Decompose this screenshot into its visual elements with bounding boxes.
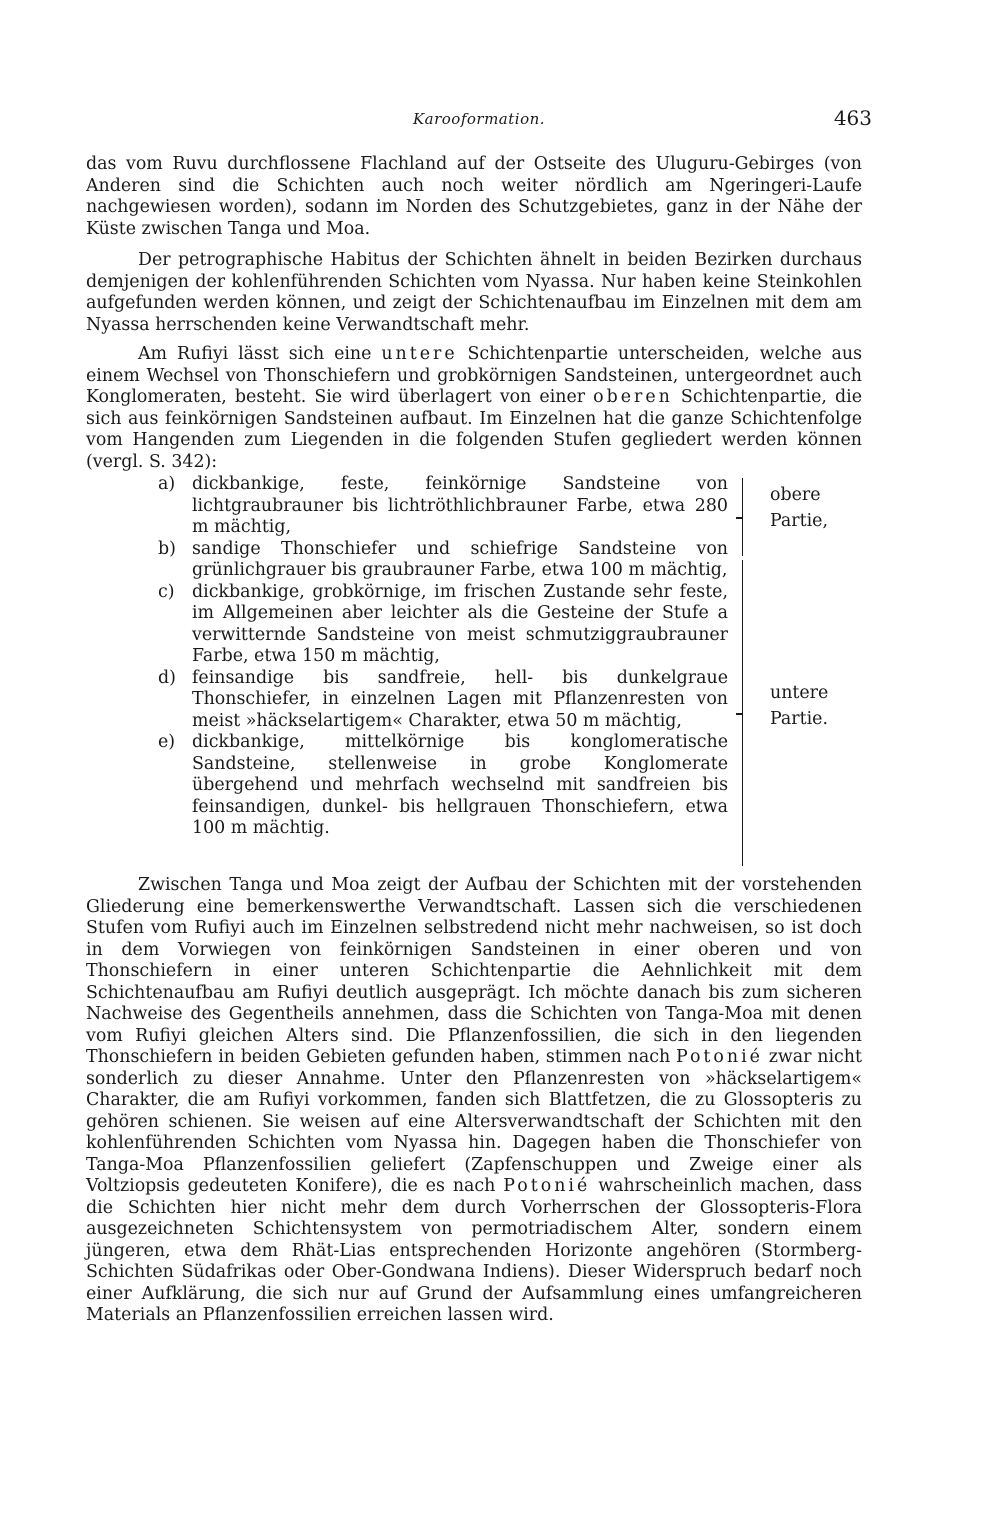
strata-text: dickbankige, mittelkörnige bis konglomeratische Sandsteine, stellenweise in grobe Konglomerate übergehend und mehrfach wechselnd mit sandfreien bis feinsandigen, dunkel- bis hellgrauen Thonschiefern, etwa 100 m mächtig. bbox=[192, 732, 728, 838]
strata-item-b bbox=[158, 539, 728, 582]
author-name: Potonié bbox=[503, 1176, 591, 1196]
strata-mark: c) bbox=[158, 581, 175, 602]
spaced-term-untere: untere bbox=[381, 344, 458, 364]
strata-text: dickbankige, feste, feinkörnige Sandsteine von lichtgraubrauner bis lichtröthlichbrauner Farbe, etwa 280 m mächtig, bbox=[192, 474, 728, 537]
strata-mark: e) bbox=[158, 732, 176, 752]
paragraph-text: zwar nicht sonderlich zu dieser Annahme. Unter den Pflanzenresten von »häckselartigem« Charakter, die am Rufiyi vorkommen, fanden sich Blattfetzen, die zu Glossopteris zu gehören schienen. Sie weisen auf eine Altersverwandtschaft der Schichten mit den kohlenführenden Schichten vom Nyassa hin. Dagegen haben die Thonschiefer von Tanga-Moa Pflanzenfossilien geliefert (Zapfenschuppen und Zweige einer als Voltziopsis gedeuteten Konifere), die es nach bbox=[86, 1047, 862, 1196]
paragraph-intro: das vom Ruvu durchflossene Flachland auf der Ostseite des Uluguru-Gebirges (von Anderen sind die Schichten auch noch weiter nördlich am Ngeringeri-Laufe nachgewiesen worden), sodann im Norden des Schutzgebietes, ganz in der Nähe der Küste zwischen Tanga und Moa. bbox=[86, 154, 862, 239]
brace-upper bbox=[742, 478, 751, 556]
paragraph-text: Schichtenpartie, die sich aus feinkörnigen Sandsteinen aufbaut. Im Einzelnen hat die ganze Schichtenfolge vom Hangenden zum Liegenden in die folgenden Stufen gegliedert werden können (vergl. S. 342): bbox=[86, 387, 863, 472]
brace-lower bbox=[742, 560, 751, 866]
group-label-line: Partie, bbox=[770, 511, 828, 531]
running-title: Karooformation. bbox=[412, 110, 546, 128]
page-number: 463 bbox=[833, 106, 872, 130]
paragraph-text: Zwischen Tanga und Moa zeigt der Aufbau der Schichten mit der vorstehenden Gliederung eine bemerkenswerthe Verwandtschaft. Lassen sich die verschiedenen Stufen vom Rufiyi auch im Einzelnen selbstredend nicht mehr nachweisen, so ist doch in dem Vorwiegen von feinkörnigen Sandsteinen in einer oberen und von Thonschiefern in einer unteren Schichtenpartie die Aehnlichkeit mit dem Schichtenaufbau am Rufiyi deutlich ausgeprägt. Ich möchte danach bis zum sicheren Nachweise des Gegentheils annehmen, dass die Schichten von Tanga-Moa mit denen vom Rufiyi gleichen Alters sind. Die Pflanzenfossilien, die sich in den liegenden Thonschiefern in beiden Gebieten gefunden haben, stimmen nach bbox=[86, 875, 862, 1067]
brace-tip bbox=[736, 517, 743, 519]
strata-text: feinsandige bis sandfreie, hell- bis dunkelgraue Thonschiefer, in einzelnen Lagen mit Pflanzenresten von meist »häckselartigem« Charakter, etwa 50 m mächtig, bbox=[192, 667, 728, 731]
group-label-line: untere bbox=[770, 683, 829, 703]
group-label-lower bbox=[770, 680, 828, 732]
strata-mark: d) bbox=[158, 667, 176, 688]
spaced-term-oberen: oberen bbox=[593, 387, 673, 407]
paragraph-text: Am Rufiyi lässt sich eine bbox=[138, 344, 382, 364]
paragraph-tanga-moa bbox=[86, 875, 862, 1327]
group-label-line: obere bbox=[770, 485, 821, 505]
strata-item-e bbox=[158, 732, 728, 840]
strata-mark: a) bbox=[158, 474, 176, 494]
paragraph-rufiyi bbox=[86, 344, 862, 473]
strata-item-d bbox=[158, 668, 728, 733]
strata-text: dickbankige, grobkörnige, im frischen Zustande sehr feste, im Allgemeinen aber leichter als die Gesteine der Stufe a verwitternde Sandsteine von meist schmutziggraubrauner Farbe, etwa 150 m mächtig, bbox=[192, 581, 728, 666]
paragraph-petrography: Der petrographische Habitus der Schichten ähnelt in beiden Bezirken durchaus demjenigen der kohlenführenden Schichten vom Nyassa. Nur haben keine Steinkohlen aufgefunden werden können, und zeigt der Schichtenaufbau im Einzelnen mit dem am Nyassa herrschenden keine Verwandtschaft mehr. bbox=[86, 250, 862, 335]
group-label-line: Partie. bbox=[770, 709, 828, 729]
group-label-upper bbox=[770, 482, 828, 534]
strata-mark: b) bbox=[158, 538, 176, 559]
strata-item-c bbox=[158, 582, 728, 668]
strata-item-a bbox=[158, 474, 728, 539]
paragraph-text: Schichtenpartie unterscheiden, welche aus einem Wechsel von Thonschiefern und grobkörnigen Sandsteinen, untergeordnet auch Konglomeraten, besteht. Sie wird überlagert von einer bbox=[86, 344, 863, 407]
author-name: Potonié bbox=[675, 1047, 763, 1067]
brace-tip bbox=[736, 713, 743, 715]
paragraph-text: wahrscheinlich machen, dass die Schichten hier nicht mehr dem durch Vorherrschen der Glossopteris-Flora ausgezeichneten Schichtensystem von permotriadischem Alter, sondern einem jüngeren, etwa dem Rhät-Lias entsprechenden Horizonte angehören (Stormberg-Schichten Südafrikas oder Ober-Gondwana Indiens). Dieser Widerspruch bedarf noch einer Aufklärung, die sich nur auf Grund der Aufsammlung eines umfangreicheren Materials an Pflanzenfossilien erreichen lassen wird. bbox=[86, 1176, 862, 1325]
strata-text: sandige Thonschiefer und schiefrige Sandsteine von grünlichgrauer bis graubrauner Farbe, etwa 100 m mächtig, bbox=[192, 538, 728, 580]
page-header bbox=[86, 106, 872, 146]
strata-list bbox=[158, 474, 728, 840]
